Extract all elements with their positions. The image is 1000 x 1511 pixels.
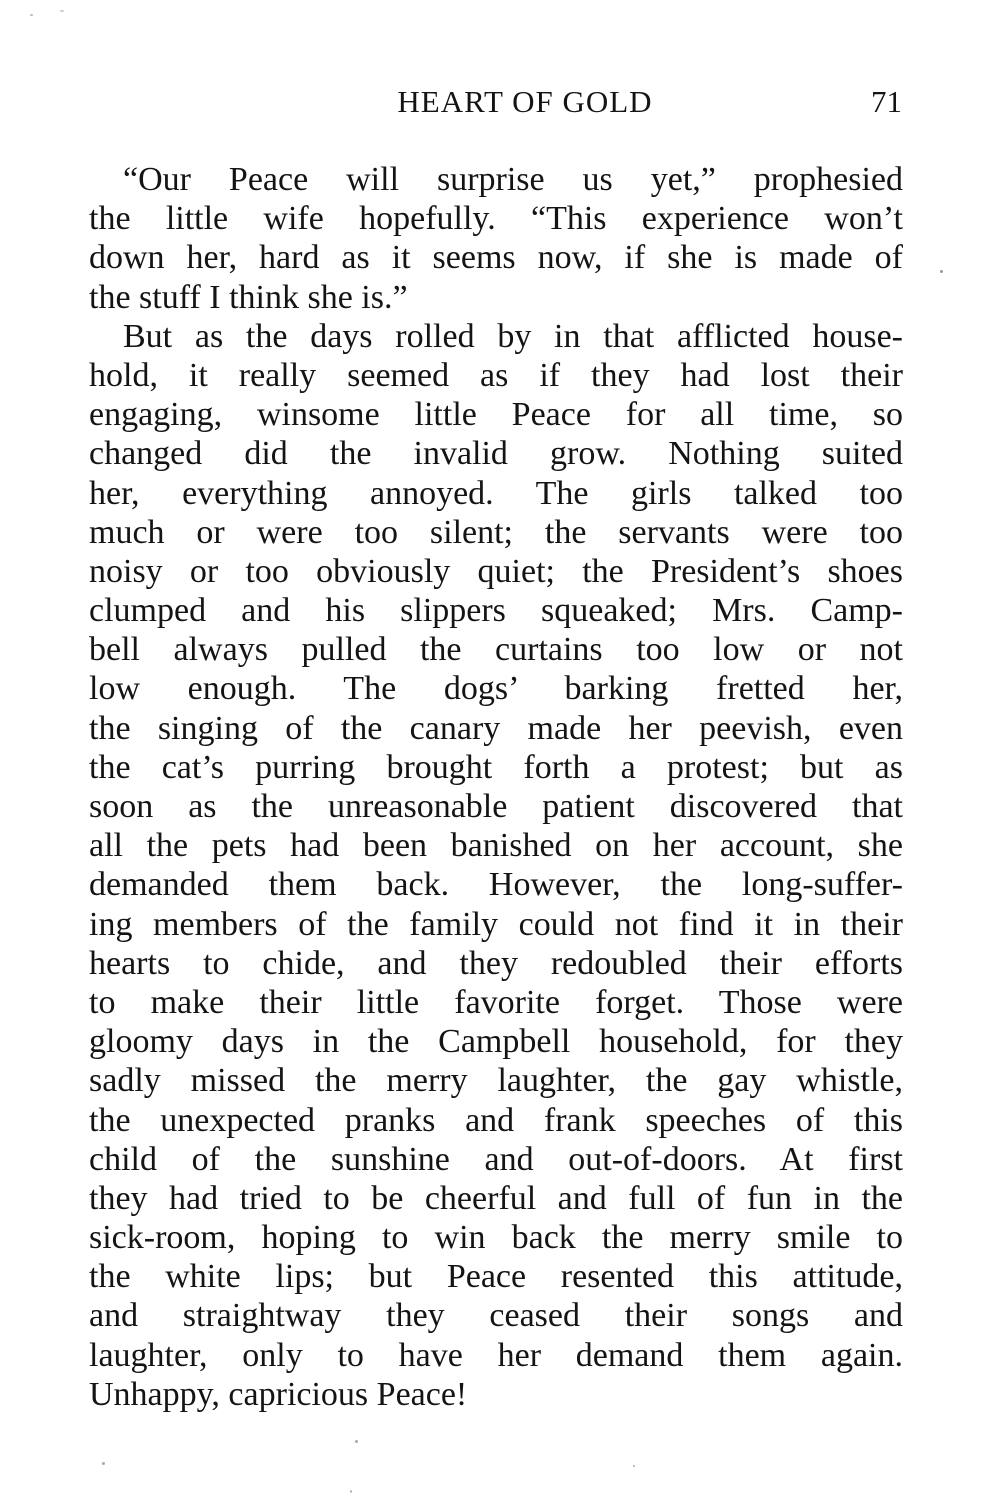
text-line: they had tried to be cheerful and full of fun in the bbox=[89, 1179, 903, 1217]
scan-speck bbox=[940, 270, 943, 273]
text-line: hold, it really seemed as if they had lost their bbox=[89, 356, 903, 394]
text-line: all the pets had been banished on her account, she bbox=[89, 827, 903, 865]
text-line: laughter, only to have her demand them again. bbox=[89, 1336, 903, 1374]
scan-speck bbox=[355, 1440, 358, 1443]
body-text bbox=[89, 160, 903, 1414]
text-line: down her, hard as it seems now, if she is made of bbox=[89, 239, 903, 277]
text-line: Unhappy, capricious Peace! bbox=[89, 1375, 468, 1413]
text-line: child of the sunshine and out-of-doors. At first bbox=[89, 1140, 903, 1178]
text-line: bell always pulled the curtains too low or not bbox=[89, 631, 903, 669]
text-line: soon as the unreasonable patient discovered that bbox=[89, 788, 903, 825]
text-line: to make their little favorite forget. Those were bbox=[89, 983, 903, 1021]
scan-speck bbox=[30, 14, 33, 16]
running-title: HEART OF GOLD bbox=[397, 84, 653, 119]
text-line: and straightway they ceased their songs and bbox=[89, 1297, 903, 1335]
text-line: gloomy days in the Campbell household, for they bbox=[89, 1023, 903, 1061]
text-line: noisy or too obviously quiet; the President’s shoes bbox=[89, 552, 903, 590]
text-line: low enough. The dogs’ barking fretted her, bbox=[89, 670, 903, 708]
page-header bbox=[88, 84, 902, 128]
text-line: the stuff I think she is.” bbox=[89, 278, 408, 316]
text-line: clumped and his slippers squeaked; Mrs. Camp- bbox=[89, 592, 903, 630]
text-line: hearts to chide, and they redoubled their efforts bbox=[89, 944, 903, 982]
text-line: the unexpected pranks and frank speeches of this bbox=[89, 1101, 903, 1139]
paragraph-2 bbox=[89, 317, 903, 1414]
text-line: the little wife hopefully. “This experience won’t bbox=[89, 200, 903, 238]
text-line: the cat’s purring brought forth a protest; but as bbox=[89, 748, 903, 786]
scan-speck bbox=[633, 1465, 635, 1467]
page-number: 71 bbox=[871, 84, 902, 119]
scan-speck bbox=[60, 10, 64, 12]
text-line: But as the days rolled by in that afflicted house- bbox=[123, 317, 903, 355]
text-line: her, everything annoyed. The girls talked too bbox=[89, 474, 903, 512]
text-line: demanded them back. However, the long-suffer- bbox=[89, 866, 903, 904]
text-line: engaging, winsome little Peace for all time, so bbox=[89, 396, 903, 434]
text-line: “Our Peace will surprise us yet,” prophesied bbox=[123, 161, 903, 198]
text-line: the white lips; but Peace resented this attitude, bbox=[89, 1258, 903, 1296]
text-line: the singing of the canary made her peevish, even bbox=[89, 709, 903, 747]
text-line: sick-room, hoping to win back the merry smile to bbox=[89, 1219, 903, 1257]
paragraph-1 bbox=[89, 160, 903, 317]
text-line: ing members of the family could not find it in their bbox=[89, 905, 903, 943]
scan-speck bbox=[102, 1462, 105, 1465]
text-line: much or were too silent; the servants were too bbox=[89, 513, 903, 551]
scan-speck bbox=[350, 1490, 352, 1493]
text-line: changed did the invalid grow. Nothing suited bbox=[89, 435, 903, 473]
text-line: sadly missed the merry laughter, the gay whistle, bbox=[89, 1062, 903, 1100]
